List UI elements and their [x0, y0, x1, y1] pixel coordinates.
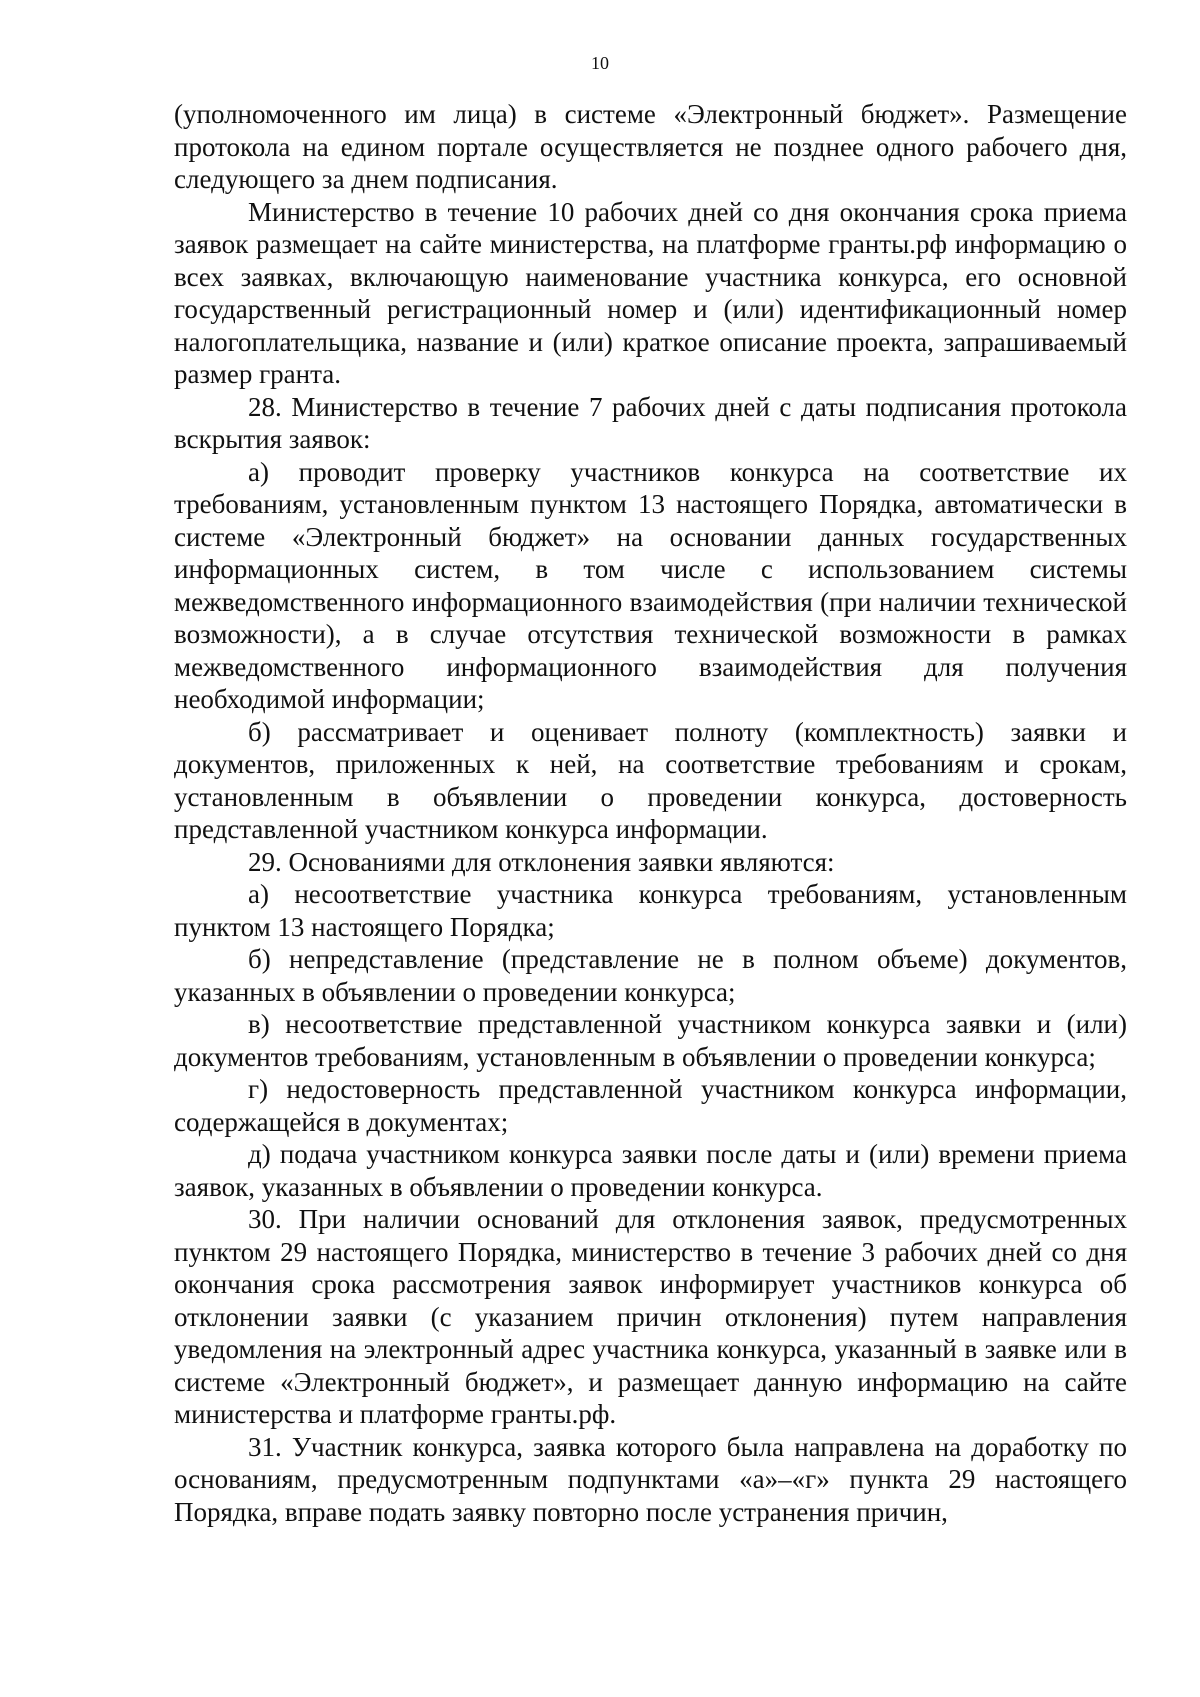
paragraph-item-29-b: б) непредставление (представление не в полном объеме) документов, указанных в объявлении о проведении конкурса;: [174, 944, 1127, 1007]
paragraph-item-28: 28. Министерство в течение 7 рабочих дней с даты подписания протокола вскрытия заявок:: [174, 391, 1127, 454]
paragraph-item-29-a: а) несоответствие участника конкурса требованиям, установленным пунктом 13 настоящего Порядка;: [174, 879, 1127, 942]
paragraph-item-29-v: в) несоответствие представленной участником конкурса заявки и (или) документов требованиям, установленным в объявлении о проведении конкурса;: [174, 1009, 1127, 1072]
page-number: 10: [591, 53, 609, 73]
paragraph-item-29: 29. Основаниями для отклонения заявки являются:: [248, 846, 835, 877]
paragraph-item-28-a: а) проводит проверку участников конкурса на соответствие их требованиям, установленным пунктом 13 настоящего Порядка, автоматически в системе «Электронный бюджет» на основании данных государственных информационных систем, в том числе с использованием системы межведомственного информационного взаимодействия (при наличии технической возможности), а в случае отсутствия технической возможности в рамках межведомственного информационного взаимодействия для получения необходимой информации;: [174, 456, 1127, 714]
paragraph-item-29-d: д) подача участником конкурса заявки после даты и (или) времени приема заявок, указанных в объявлении о проведении конкурса.: [174, 1139, 1127, 1202]
document-body: [174, 98, 1127, 1528]
paragraph-item-30: 30. При наличии оснований для отклонения заявок, предусмотренных пунктом 29 настоящего Порядка, министерство в течение 3 рабочих дней со дня окончания срока рассмотрения заявок информирует участников конкурса об отклонении заявки (с указанием причин отклонения) путем направления уведомления на электронный адрес участника конкурса, указанный в заявке или в системе «Электронный бюджет», и размещает данную информацию на сайте министерства и платформе гранты.рф.: [174, 1204, 1127, 1429]
paragraph-ministry-publication: Министерство в течение 10 рабочих дней со дня окончания срока приема заявок размещает на сайте министерства, на платформе гранты.рф информацию о всех заявках, включающую наименование участника конкурса, его основной государственный регистрационный номер и (или) идентификационный номер налогоплательщика, название и (или) краткое описание проекта, запрашиваемый размер гранта.: [174, 196, 1127, 389]
paragraph-continuation: (уполномоченного им лица) в системе «Электронный бюджет». Размещение протокола на едином портале осуществляется не позднее одного рабочего дня, следующего за днем подписания.: [174, 99, 1127, 194]
paragraph-item-29-g: г) недостоверность представленной участником конкурса информации, содержащейся в документах;: [174, 1074, 1127, 1137]
paragraph-item-28-b: б) рассматривает и оценивает полноту (комплектность) заявки и документов, приложенных к ней, на соответствие требованиям и срокам, установленным в объявлении о проведении конкурса, достоверность представленной участником конкурса информации.: [174, 716, 1127, 844]
paragraph-item-31: 31. Участник конкурса, заявка которого была направлена на доработку по основаниям, предусмотренным подпунктами «а»–«г» пункта 29 настоящего Порядка, вправе подать заявку повторно после устранения причин,: [174, 1431, 1127, 1527]
